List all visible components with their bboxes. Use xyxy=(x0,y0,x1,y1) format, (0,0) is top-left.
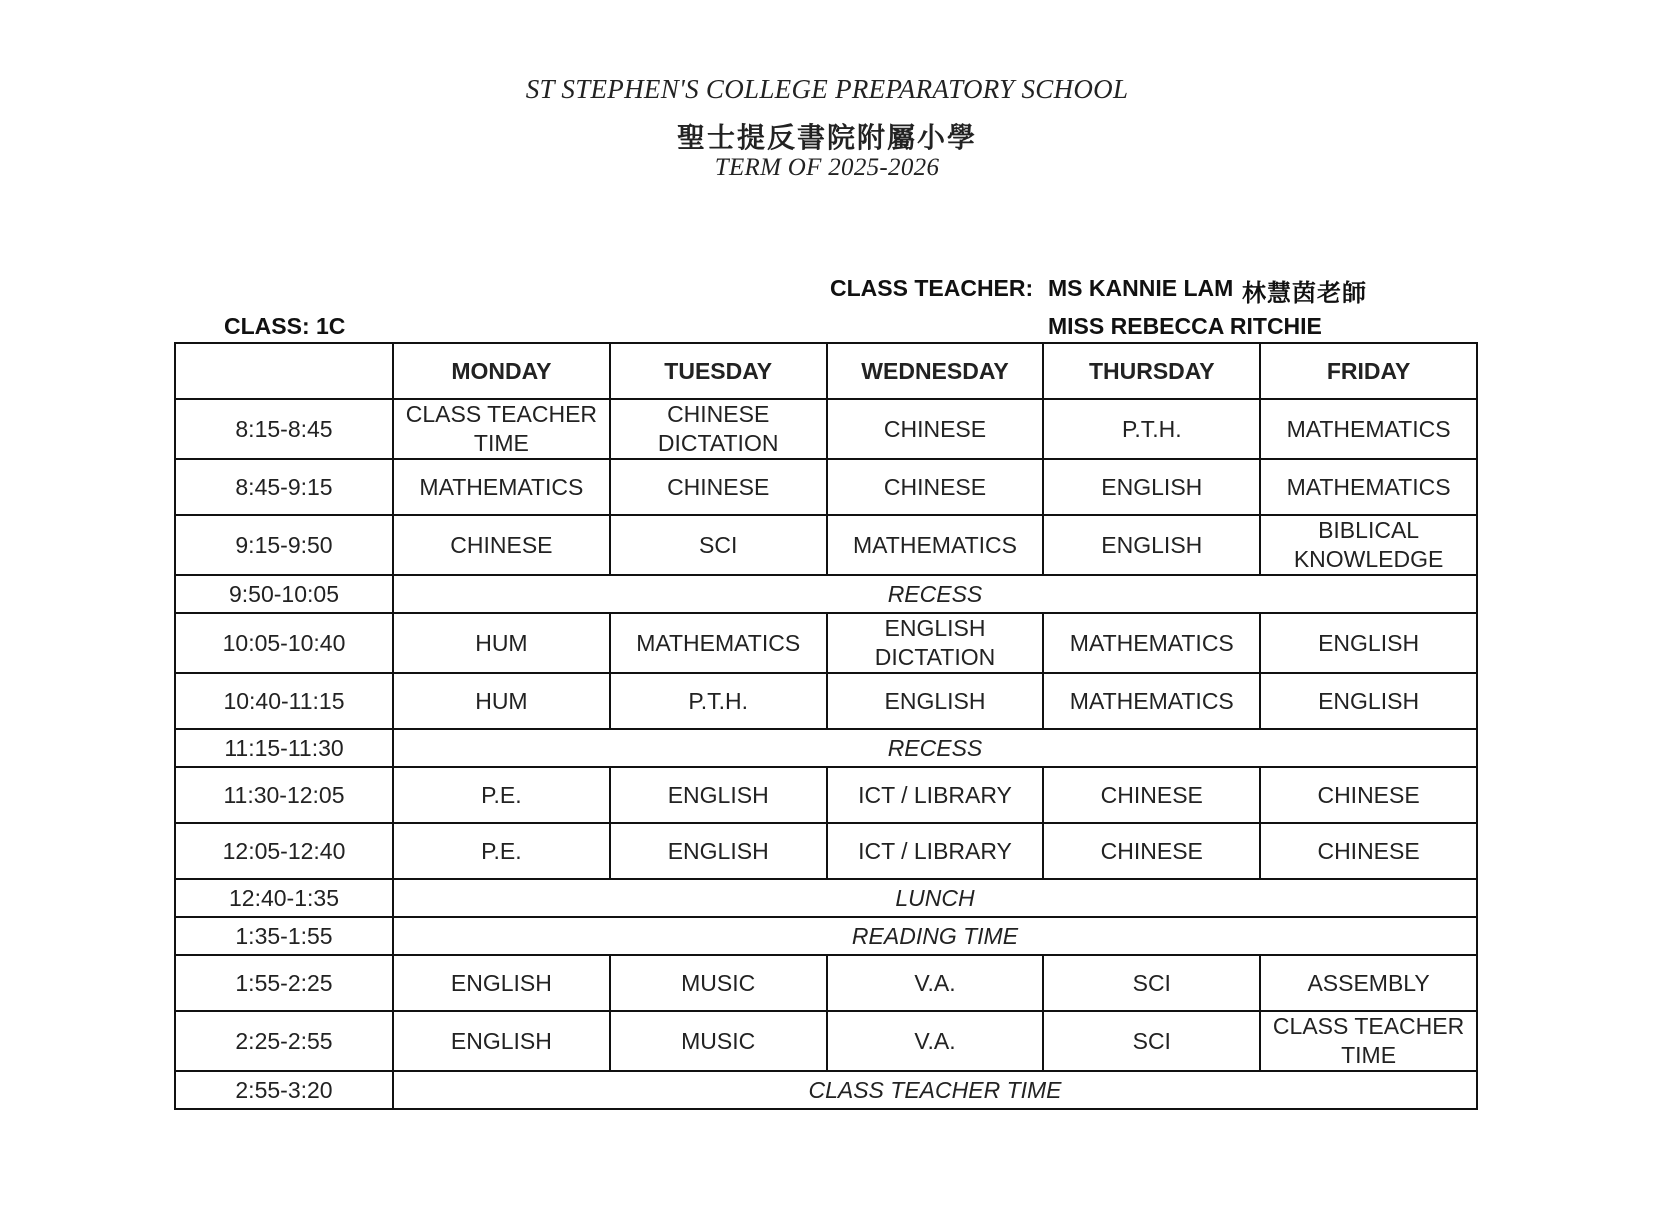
subject-cell: ENGLISH xyxy=(393,1011,610,1071)
day-header: THURSDAY xyxy=(1043,343,1260,399)
timetable-body xyxy=(175,399,1477,1109)
subject-cell: ENGLISH xyxy=(610,823,827,879)
time-slot: 8:15-8:45 xyxy=(175,399,393,459)
subject-cell: ICT / LIBRARY xyxy=(827,767,1044,823)
break-row xyxy=(175,879,1477,917)
day-header-row xyxy=(175,343,1477,399)
subject-cell: ENGLISH xyxy=(1043,515,1260,575)
time-slot: 8:45-9:15 xyxy=(175,459,393,515)
lesson-row xyxy=(175,767,1477,823)
subject-cell: P.T.H. xyxy=(1043,399,1260,459)
subject-cell: MATHEMATICS xyxy=(393,459,610,515)
corner-cell xyxy=(175,343,393,399)
break-label: READING TIME xyxy=(393,917,1477,955)
subject-cell: CHINESE xyxy=(1260,767,1477,823)
subject-cell: ENGLISH xyxy=(1260,613,1477,673)
lesson-row xyxy=(175,823,1477,879)
subject-cell: SCI xyxy=(1043,1011,1260,1071)
subject-cell: MATHEMATICS xyxy=(1260,399,1477,459)
school-name-chinese: 聖士提反書院附屬小學 xyxy=(676,121,977,154)
subject-cell: SCI xyxy=(610,515,827,575)
subject-cell: ENGLISH xyxy=(1260,673,1477,729)
subject-cell: CHINESE xyxy=(393,515,610,575)
break-label: CLASS TEACHER TIME xyxy=(393,1071,1477,1109)
subject-cell: ASSEMBLY xyxy=(1260,955,1477,1011)
time-slot: 10:05-10:40 xyxy=(175,613,393,673)
term-title: TERM OF 2025-2026 xyxy=(714,154,940,181)
lesson-row xyxy=(175,459,1477,515)
subject-cell: CHINESE DICTATION xyxy=(610,399,827,459)
time-slot: 1:35-1:55 xyxy=(175,917,393,955)
class-teacher-name-1-chinese: 林慧茵老師 xyxy=(1242,278,1367,307)
subject-cell: MATHEMATICS xyxy=(827,515,1044,575)
subject-cell: SCI xyxy=(1043,955,1260,1011)
subject-cell: V.A. xyxy=(827,1011,1044,1071)
subject-cell: CHINESE xyxy=(827,399,1044,459)
subject-cell: CHINESE xyxy=(827,459,1044,515)
subject-cell: MATHEMATICS xyxy=(1043,613,1260,673)
lesson-row xyxy=(175,955,1477,1011)
subject-cell: MUSIC xyxy=(610,1011,827,1071)
break-label: RECESS xyxy=(393,729,1477,767)
subject-cell: CHINESE xyxy=(1043,823,1260,879)
subject-cell: MATHEMATICS xyxy=(1043,673,1260,729)
day-header: TUESDAY xyxy=(610,343,827,399)
day-header: FRIDAY xyxy=(1260,343,1477,399)
break-label: LUNCH xyxy=(393,879,1477,917)
break-row xyxy=(175,917,1477,955)
lesson-row xyxy=(175,399,1477,459)
time-slot: 11:30-12:05 xyxy=(175,767,393,823)
subject-cell: ENGLISH xyxy=(393,955,610,1011)
subject-cell: CLASS TEACHER TIME xyxy=(393,399,610,459)
lesson-row xyxy=(175,613,1477,673)
class-teacher-label: CLASS TEACHER: xyxy=(830,275,1034,301)
time-slot: 12:40-1:35 xyxy=(175,879,393,917)
subject-cell: ICT / LIBRARY xyxy=(827,823,1044,879)
time-slot: 2:25-2:55 xyxy=(175,1011,393,1071)
day-header: MONDAY xyxy=(393,343,610,399)
class-teacher-name-1: MS KANNIE LAM xyxy=(1048,275,1234,301)
subject-cell: HUM xyxy=(393,613,610,673)
break-row xyxy=(175,575,1477,613)
time-slot: 12:05-12:40 xyxy=(175,823,393,879)
subject-cell: CHINESE xyxy=(1043,767,1260,823)
time-slot: 9:50-10:05 xyxy=(175,575,393,613)
subject-cell: P.T.H. xyxy=(610,673,827,729)
lesson-row xyxy=(175,515,1477,575)
subject-cell: ENGLISH xyxy=(610,767,827,823)
subject-cell: CHINESE xyxy=(1260,823,1477,879)
lesson-row xyxy=(175,673,1477,729)
subject-cell: P.E. xyxy=(393,767,610,823)
subject-cell: ENGLISH xyxy=(827,673,1044,729)
subject-cell: CHINESE xyxy=(610,459,827,515)
subject-cell: ENGLISH xyxy=(1043,459,1260,515)
time-slot: 2:55-3:20 xyxy=(175,1071,393,1109)
subject-cell: MUSIC xyxy=(610,955,827,1011)
time-slot: 1:55-2:25 xyxy=(175,955,393,1011)
subject-cell: V.A. xyxy=(827,955,1044,1011)
subject-cell: MATHEMATICS xyxy=(1260,459,1477,515)
subject-cell: CLASS TEACHER TIME xyxy=(1260,1011,1477,1071)
day-header: WEDNESDAY xyxy=(827,343,1044,399)
time-slot: 10:40-11:15 xyxy=(175,673,393,729)
lesson-row xyxy=(175,1011,1477,1071)
subject-cell: ENGLISH DICTATION xyxy=(827,613,1044,673)
class-label: CLASS: 1C xyxy=(224,313,346,339)
subject-cell: MATHEMATICS xyxy=(610,613,827,673)
break-row xyxy=(175,729,1477,767)
time-slot: 9:15-9:50 xyxy=(175,515,393,575)
time-slot: 11:15-11:30 xyxy=(175,729,393,767)
subject-cell: BIBLICAL KNOWLEDGE xyxy=(1260,515,1477,575)
break-label: RECESS xyxy=(393,575,1477,613)
break-row xyxy=(175,1071,1477,1109)
timetable xyxy=(174,342,1478,1110)
class-teacher-name-2: MISS REBECCA RITCHIE xyxy=(1048,313,1322,339)
school-name: ST STEPHEN'S COLLEGE PREPARATORY SCHOOL xyxy=(525,74,1129,104)
subject-cell: HUM xyxy=(393,673,610,729)
subject-cell: P.E. xyxy=(393,823,610,879)
